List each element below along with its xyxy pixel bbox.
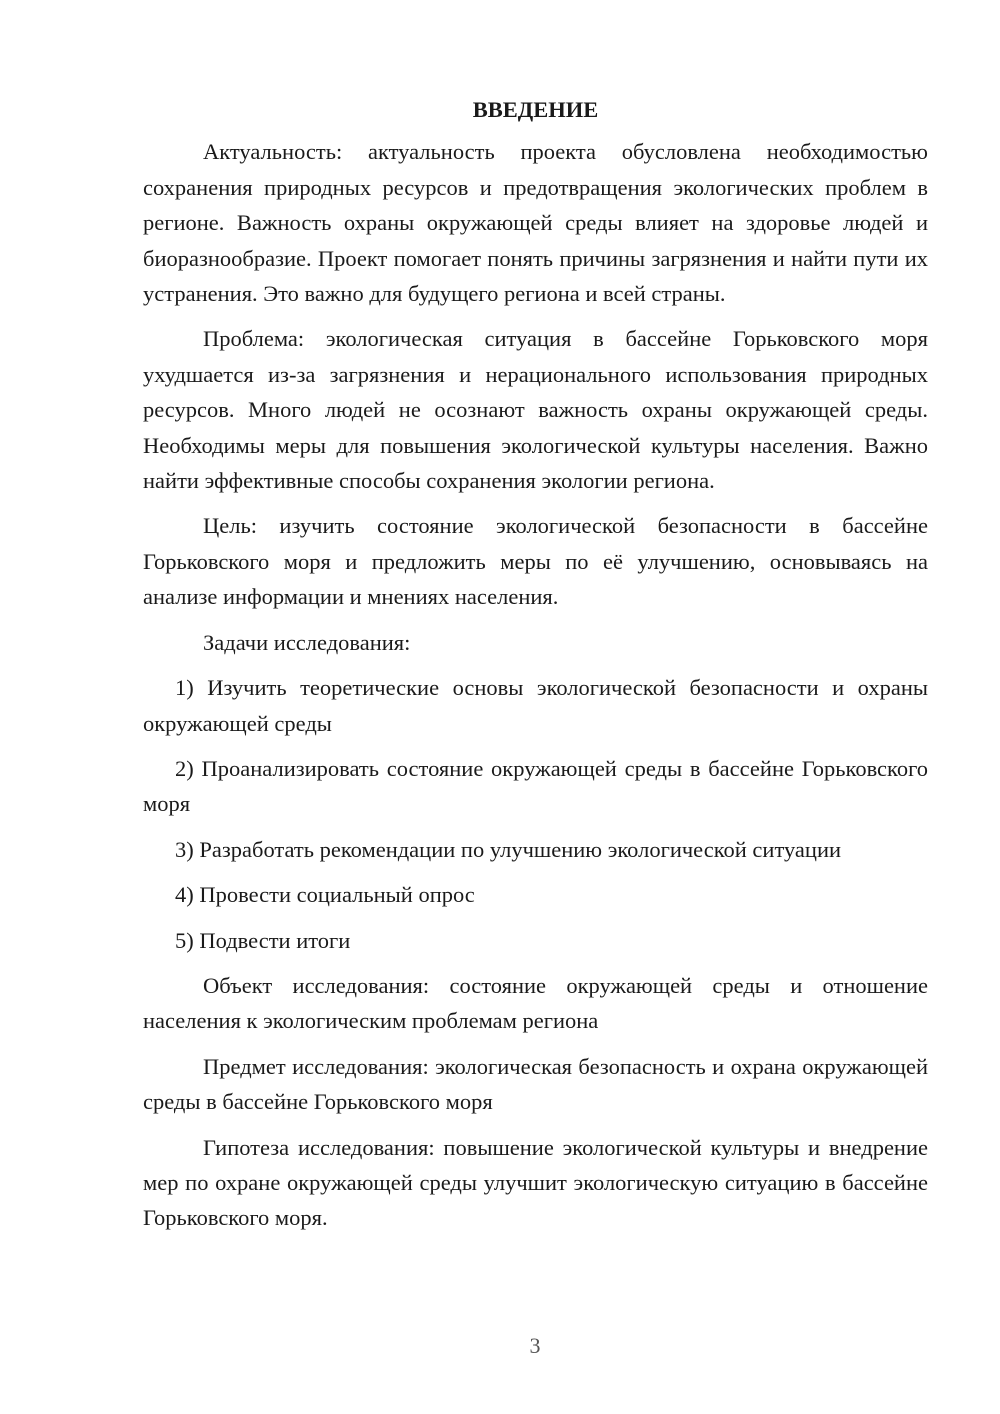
task-item-2: 2) Проанализировать состояние окружающей среды в бассейне Горьковского моря <box>143 755 928 817</box>
object-paragraph: Объект исследования: состояние окружающей среды и отношение населения к экологическим проблемам региона <box>143 972 928 1034</box>
subject-paragraph: Предмет исследования: экологическая безопасность и охрана окружающей среды в бассейне Горьковского моря <box>143 1053 928 1115</box>
goal-paragraph: Цель: изучить состояние экологической безопасности в бассейне Горьковского моря и предложить меры по её улучшению, основываясь на анализе информации и мнениях населения. <box>143 513 928 610</box>
tasks-heading: Задачи исследования: <box>203 629 411 655</box>
task-item-4: 4) Провести социальный опрос <box>175 882 475 908</box>
hypothesis-paragraph: Гипотеза исследования: повышение экологической культуры и внедрение мер по охране окружающей среды улучшит экологическую ситуацию в бассейне Горьковского моря. <box>143 1134 928 1231</box>
relevance-paragraph: Актуальность: актуальность проекта обусловлена необходимостью сохранения природных ресурсов и предотвращения экологических проблем в регионе. Важность охраны окружающей среды влияет на здоровье людей и биоразнообразие. Проект помогает понять причины загрязнения и найти пути их устранения. Это важно для будущего региона и всей страны. <box>143 139 928 307</box>
problem-paragraph: Проблема: экологическая ситуация в бассейне Горьковского моря ухудшается из-за загрязнения и нерационального использования природных ресурсов. Много людей не осознают важность охраны окружающей среды. Необходимы меры для повышения экологической культуры населения. Важно найти эффективные способы сохранения экологии региона. <box>143 326 928 494</box>
task-item-3: 3) Разработать рекомендации по улучшению экологической ситуации <box>175 836 842 862</box>
task-item-5: 5) Подвести итоги <box>175 927 351 953</box>
section-title: ВВЕДЕНИЕ <box>472 97 599 122</box>
page-number: 3 <box>529 1333 541 1358</box>
task-item-1: 1) Изучить теоретические основы экологической безопасности и охраны окружающей среды <box>143 675 928 736</box>
document-body <box>143 92 928 1246</box>
